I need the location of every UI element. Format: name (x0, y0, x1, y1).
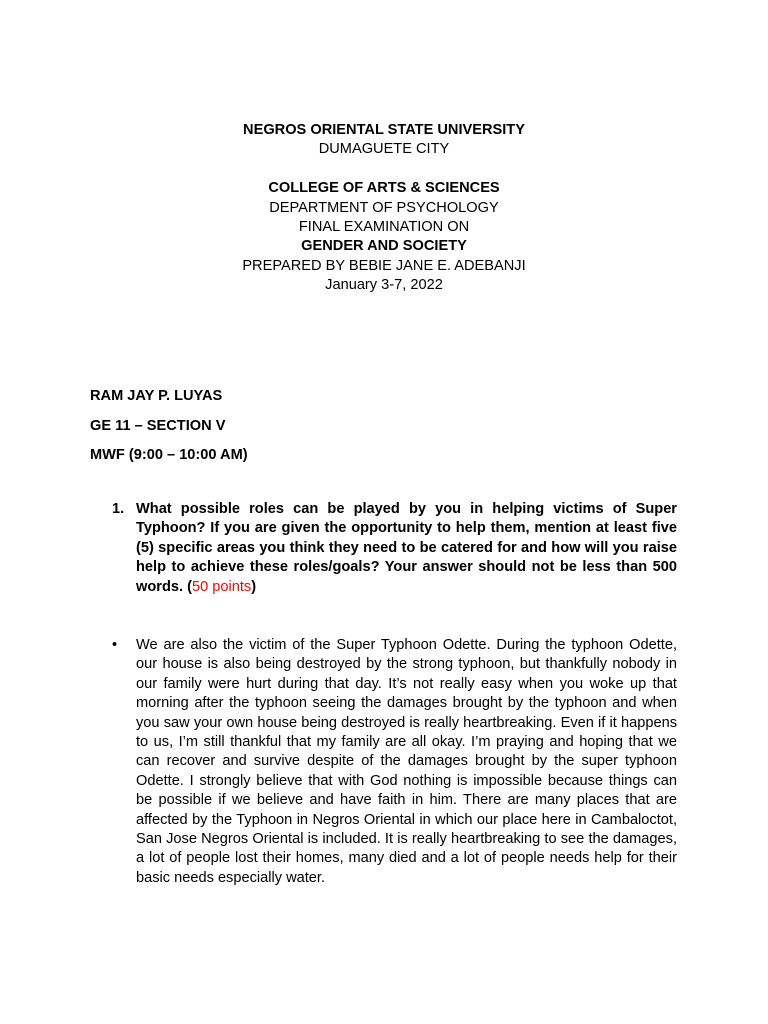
prepared-by: PREPARED BY BEBIE JANE E. ADEBANJI (242, 257, 526, 274)
subject-title: GENDER AND SOCIETY (301, 238, 467, 255)
city-name: DUMAGUETE CITY (318, 141, 450, 158)
question-item (112, 500, 677, 597)
exam-title: FINAL EXAMINATION ON (298, 219, 470, 236)
student-info (90, 382, 248, 471)
question-body: What possible roles can be played by you in helping victims of Super Typhoon? If you are given the opportunity to help them, mention at least five (5) specific areas you think they need to be catered for and how will you raise help to achieve these roles/goals? Your answer should not be less than 500 words. ( (136, 501, 677, 595)
department-name: DEPARTMENT OF PSYCHOLOGY (269, 199, 499, 216)
header-spacer (0, 160, 768, 179)
question-close: ) (251, 578, 257, 595)
college-name: COLLEGE OF ARTS & SCIENCES (268, 180, 500, 197)
question-points: 50 points (191, 578, 252, 595)
student-name: RAM JAY P. LUYAS (90, 388, 223, 404)
answer-item (112, 636, 677, 888)
question-text (136, 500, 677, 597)
answer-text: We are also the victim of the Super Typhoon Odette. During the typhoon Odette, our house is also being destroyed by the strong typhoon, but thankfully nobody in our family were hurt during that day. It’s not really easy when you woke up that morning after the typhoon seeing the damages brought by the typhoon and when you saw your own house being destroyed is really heartbreaking. Even if it happens to us, I’m still thankful that my family are all okay. I’m praying and hoping that we can recover and survive despite of the damages brought by the super typhoon Odette. I strongly believe that with God nothing is impossible because things can be possible if we believe and have faith in him. There are many places that are affected by the Typhoon in Negros Oriental in which our place here in Cambaloctot, San Jose Negros Oriental is included. It is really heartbreaking to see the damages, a lot of people lost their homes, many died and a lot of people needs help for their basic needs especially water. (136, 637, 677, 886)
document-header (0, 121, 768, 296)
student-section: GE 11 – SECTION V (90, 417, 226, 434)
university-name: NEGROS ORIENTAL STATE UNIVERSITY (243, 122, 525, 138)
bullet-icon: • (112, 637, 118, 653)
exam-date: January 3-7, 2022 (325, 277, 443, 294)
class-schedule: MWF (9:00 – 10:00 AM) (90, 447, 248, 463)
question-number: 1. (112, 501, 125, 517)
